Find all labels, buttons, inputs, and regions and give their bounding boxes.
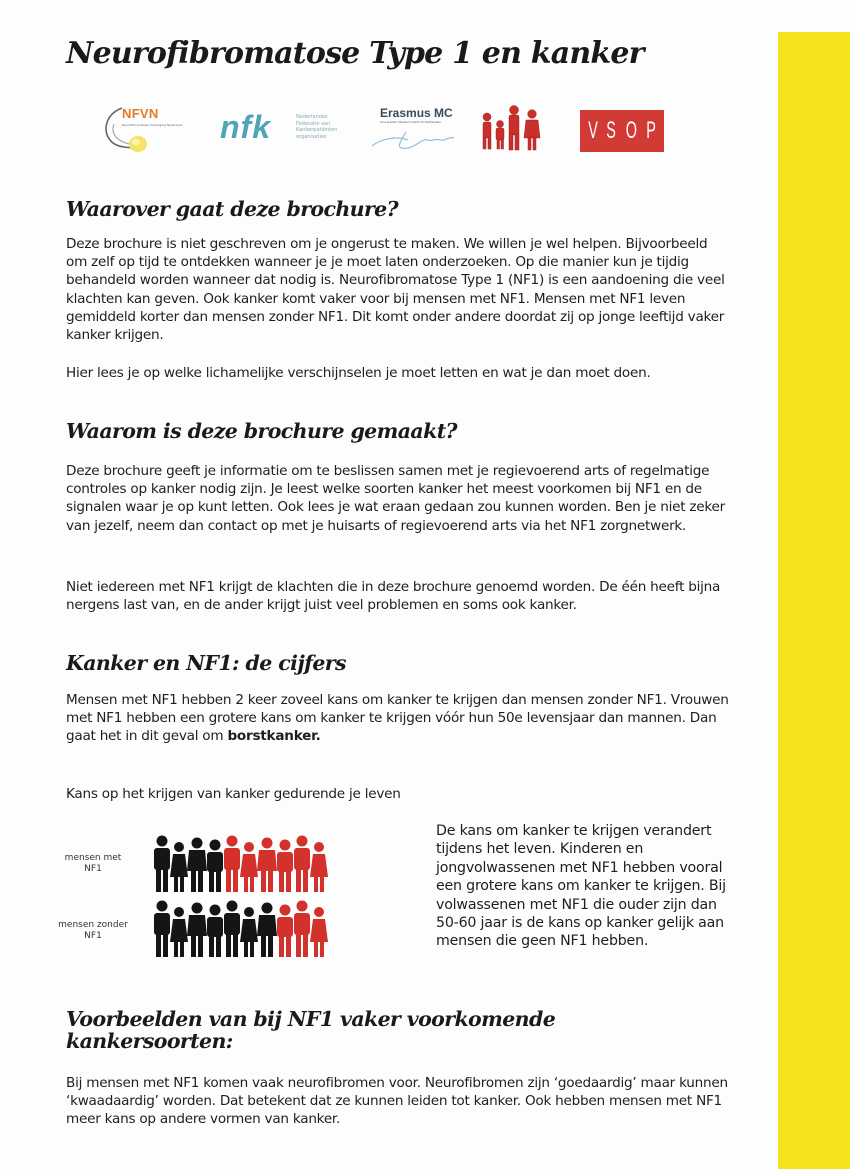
nfk-wordmark: nfk	[220, 109, 271, 145]
cijfers-paragraph: Mensen met NF1 hebben 2 keer zoveel kans om kanker te krijgen dan mensen zonder NF1. Vrouwen met NF1 hebben een grotere kans om kanker te krijgen vóór hun 50e levensjaar dan mannen. Dan gaat het in dit geval om borstkanker.	[66, 692, 729, 745]
person-with-cancer-icon	[309, 841, 329, 897]
nfvn-logo	[100, 104, 200, 156]
section-paragraph: Niet iedereen met NF1 krijgt de klachten die in deze brochure genoemd worden. De één heeft bijna nergens last van, en de ander krijgt juist veel problemen en soms ook kanker.	[66, 579, 721, 614]
people-row-zonder-nf1	[152, 900, 326, 962]
section-heading-voorbeelden: Voorbeelden van bij NF1 vaker voorkomende kankersoorten:	[66, 1007, 556, 1053]
erasmus-signature-icon	[368, 124, 468, 154]
partner-logos	[100, 100, 710, 162]
row-label-met-nf1: mensen met NF1	[64, 853, 122, 874]
yellow-side-bar	[778, 32, 850, 1169]
section-paragraph: Deze brochure is niet geschreven om je ongerust te maken. We willen je wel helpen. Bijvoorbeeld om zelf op tijd te ontdekken wanneer je je moet laten onderzoeken. Op die manier kun je tijdig behandeld worden wanneer dat nodig is. Neurofibromatose Type 1 (NF1) is een aandoening die veel klachten kan geven. Ook kanker komt vaker voor bij mensen met NF1. Mensen met NF1 leven gemiddeld korter dan mensen zonder NF1. Dit komt onder andere doordat zij op jonge leeftijd vaker kanker krijgen.	[66, 236, 725, 344]
borstkanker-emphasis: borstkanker.	[227, 728, 321, 745]
nfvn-subtitle: Neurofibromatose Vereniging Nederland	[122, 123, 183, 127]
section-paragraph: Hier lees je op welke lichamelijke verschijnselen je moet letten en wat je dan moet doen.	[66, 365, 651, 381]
nfk-subtitle: Nederlandse Federatie van Kankerpatiënten organisaties	[296, 114, 338, 140]
erasmus-mc-name: Erasmus MC	[380, 106, 453, 120]
row-label-zonder-nf1: mensen zonder NF1	[58, 920, 128, 941]
page-title: Neurofibromatose Type 1 en kanker	[66, 36, 644, 71]
section-heading-waarom: Waarom is deze brochure gemaakt?	[66, 419, 457, 443]
section-paragraph: Deze brochure geeft je informatie om te beslissen samen met je regievoerend arts of regelmatige controles op kanker nodig zijn. Je leest welke soorten kanker het meest voorkomen bij NF1 en de signalen waar je op kunt letten. Ook lees je wat eraan gedaan zou kunnen worden. Ben je niet zeker van jezelf, neem dan contact op met je huisarts of regievoerend arts via het NF1 zorgnetwerk.	[66, 463, 725, 534]
infographic-side-text: De kans om kanker te krijgen verandert tijdens het leven. Kinderen en jongvolwassenen met NF1 hebben vooral een grotere kans om kanker te krijgen. Bij volwassenen met NF1 die ouder zijn dan 50-60 jaar is de kans op kanker gelijk aan mensen die geen NF1 hebben.	[436, 823, 726, 950]
family-logo	[478, 102, 546, 154]
section-heading-cijfers: Kanker en NF1: de cijfers	[66, 651, 346, 675]
section-paragraph: Bij mensen met NF1 komen vaak neurofibromen voor. Neurofibromen zijn ‘goedaardig’ maar kunnen ‘kwaadaardig’ worden. Dat betekent dat ze kunnen leiden tot kanker. Ook hebben mensen met NF1 meer kans op andere vormen van kanker.	[66, 1075, 728, 1128]
infographic-caption: Kans op het krijgen van kanker gedurende je leven	[66, 786, 401, 802]
erasmus-mc-logo	[368, 106, 468, 156]
section-heading-waarover: Waarover gaat deze brochure?	[66, 197, 399, 221]
nfk-logo	[220, 110, 350, 154]
person-with-cancer-icon	[309, 906, 329, 962]
vsop-logo: V S O P	[580, 110, 664, 152]
erasmus-mc-subtitle: Universitair Medisch Centrum Rotterdam	[380, 120, 442, 124]
nfvn-name: NFVN	[122, 106, 159, 121]
people-row-met-nf1	[152, 835, 326, 897]
family-figures-icon	[478, 102, 546, 154]
